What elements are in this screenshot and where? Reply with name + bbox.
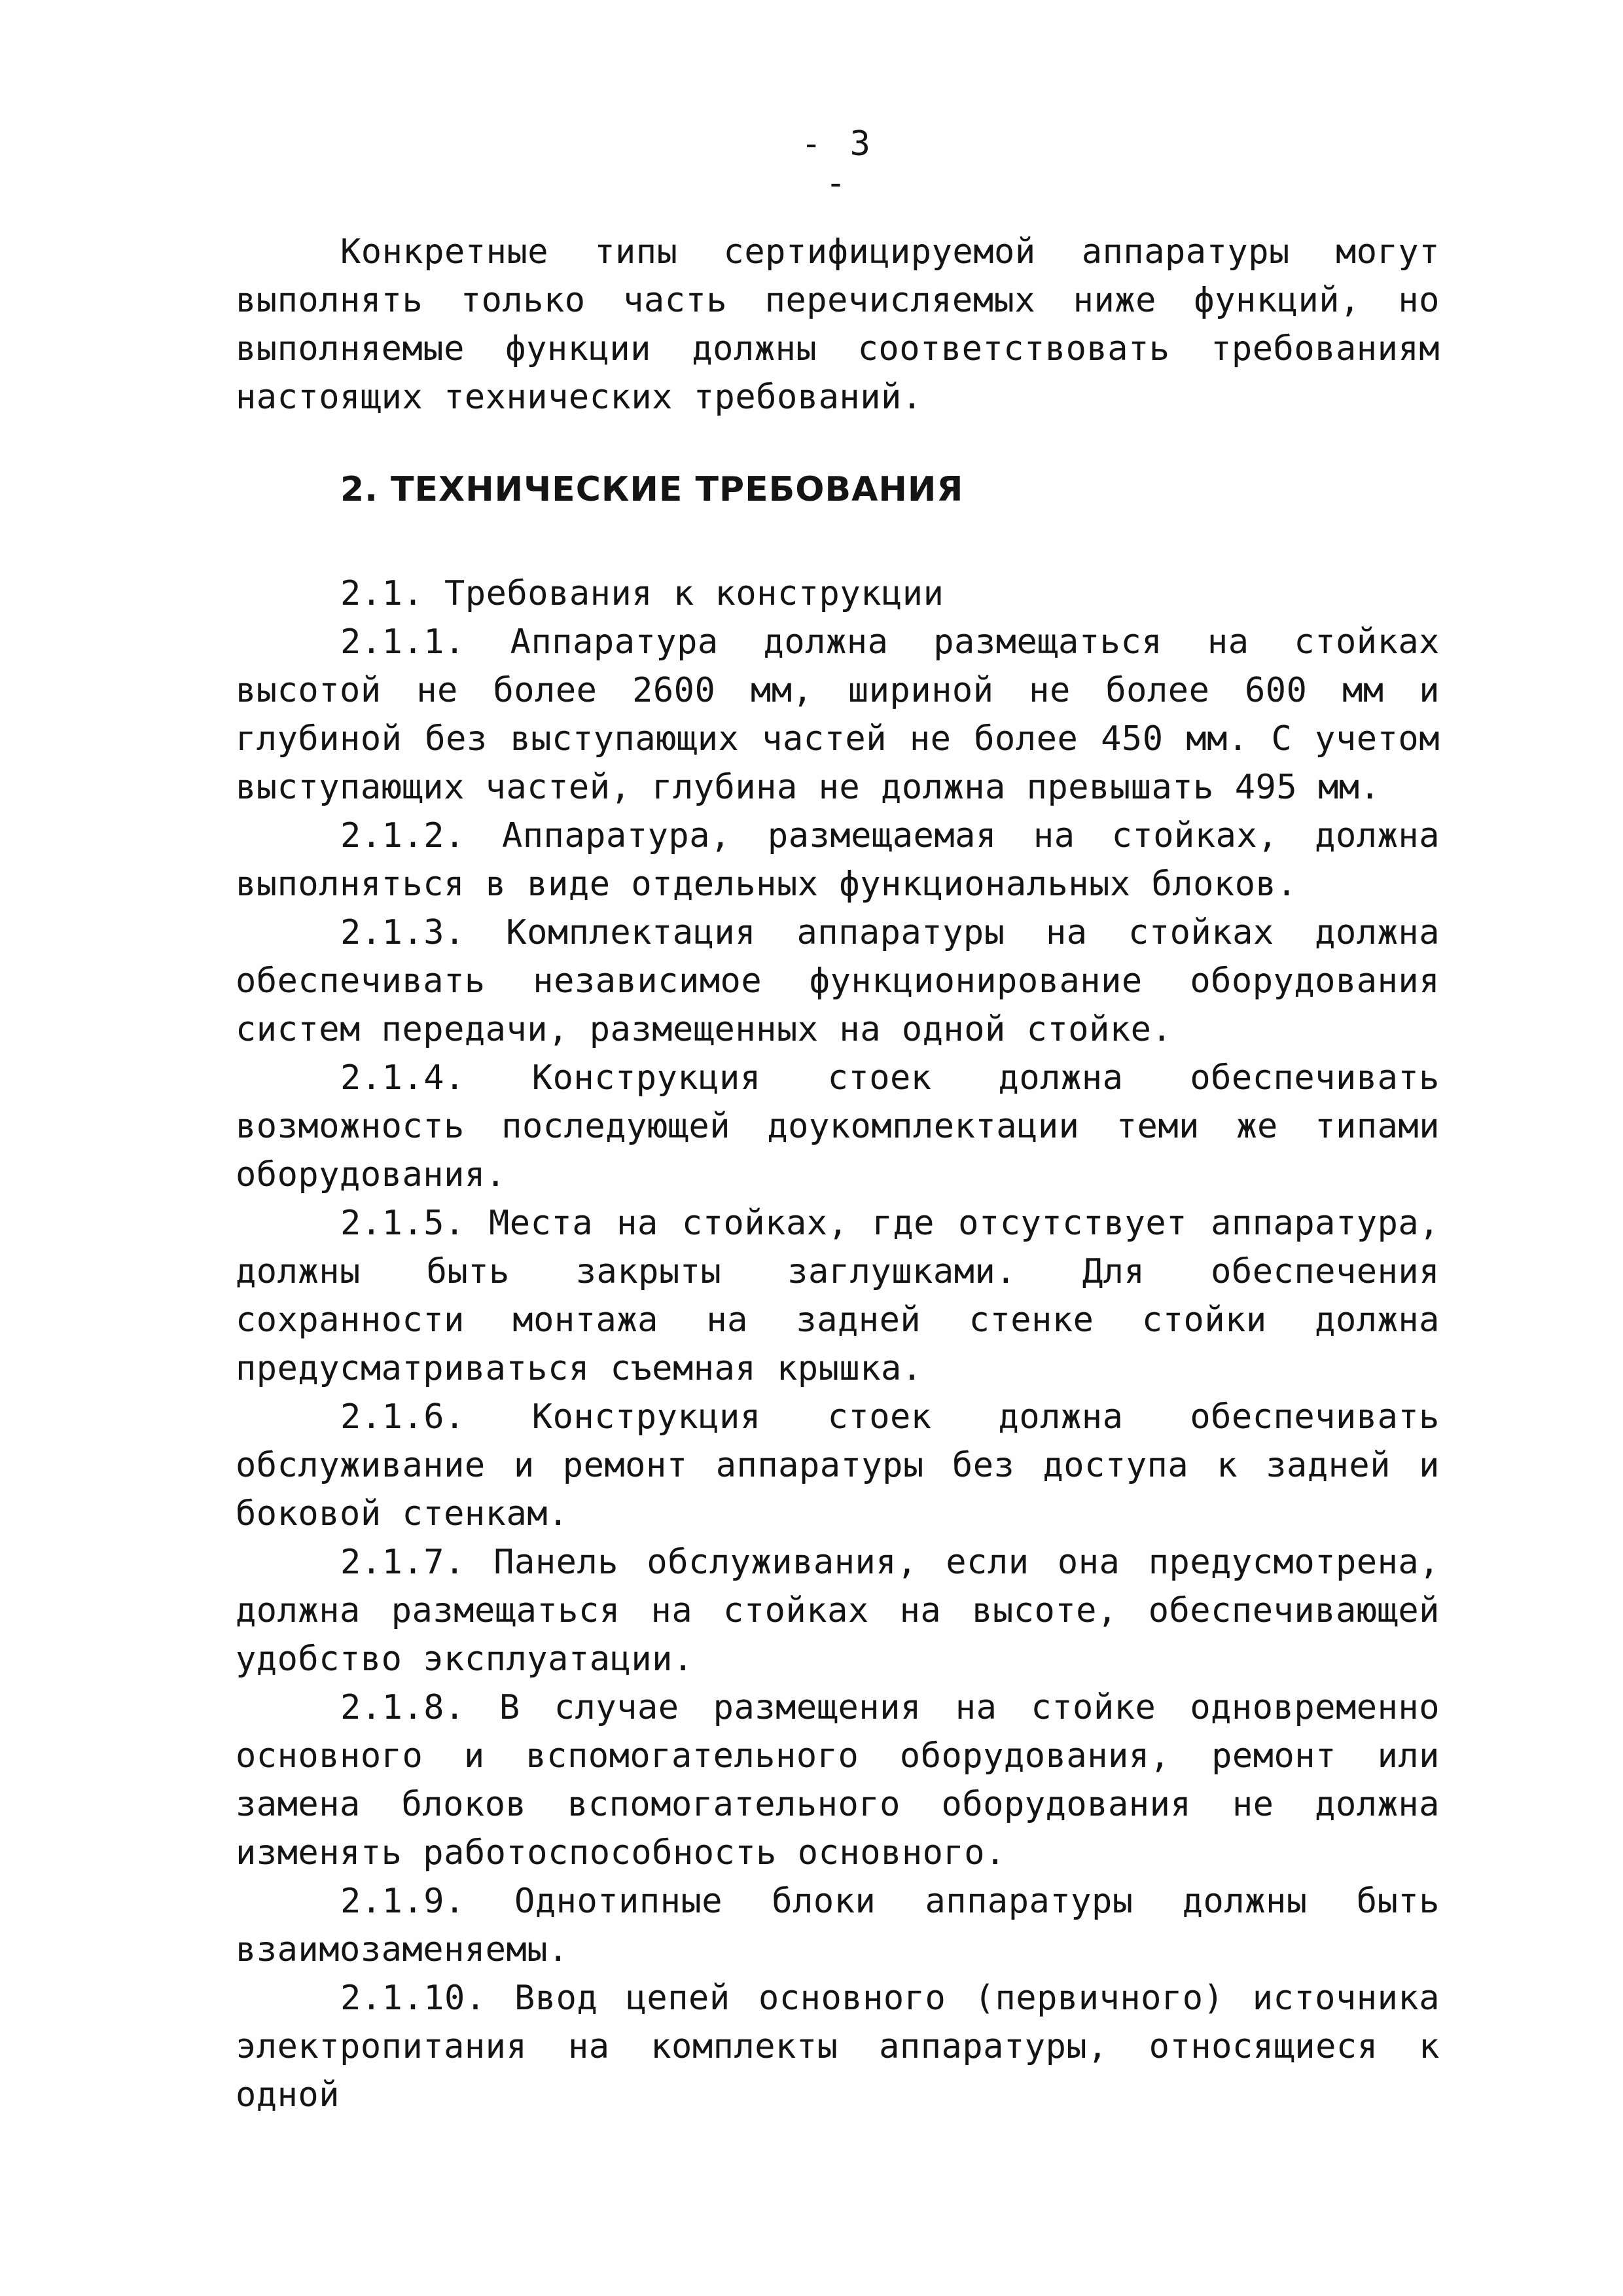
paragraph-2-1-9: 2.1.9. Однотипные блоки аппаратуры должны быть взаимозаменяемы. <box>236 1882 1440 1969</box>
paragraph-2-1-8: 2.1.8. В случае размещения на стойке одновременно основного и вспомогательного оборудования, ремонт или замена блоков вспомогательного оборудования не должна изменять работоспособность основного. <box>236 1688 1440 1873</box>
paragraph-2-1-2: 2.1.2. Аппаратура, размещаемая на стойках, должна выполняться в виде отдельных функциональных блоков. <box>236 816 1440 904</box>
paragraph-2-1-7: 2.1.7. Панель обслуживания, если она предусмотрена, должна размещаться на стойках на высоте, обеспечивающей удобство эксплуатации. <box>236 1543 1440 1679</box>
paragraph-2-1-4: 2.1.4. Конструкция стоек должна обеспечивать возможность последующей доукомплектации теми же типами оборудования. <box>236 1058 1440 1194</box>
paragraph-2-1-1: 2.1.1. Аппаратура должна размещаться на стойках высотой не более 2600 мм, шириной не более 600 мм и глубиной без выступающих частей не более 450 мм. С учетом выступающих частей, глубина не должна превышать 495 мм. <box>236 622 1440 807</box>
intro-paragraph <box>236 228 1440 422</box>
paragraph-2-1-3: 2.1.3. Комплектация аппаратуры на стойках должна обеспечивать независимое функционирование оборудования систем передачи, размещенных на одной стойке. <box>236 913 1440 1049</box>
page-number: - 3 - <box>801 124 874 203</box>
section-body <box>236 569 1440 2119</box>
intro-text: Конкретные типы сертифицируемой аппаратуры могут выполнять только часть перечисляемых ниже функций, но выполняемые функции должны соответствовать требованиям настоящих технических требований. <box>236 232 1440 417</box>
section-title: 2. ТЕХНИЧЕСКИЕ ТРЕБОВАНИЯ <box>340 470 964 509</box>
paragraph-2-1-5: 2.1.5. Места на стойках, где отсутствует аппаратура, должны быть закрыты заглушками. Для обеспечения сохранности монтажа на задней стенке стойки должна предусматриваться съемная крышка. <box>236 1204 1440 1388</box>
paragraph-2-1-10: 2.1.10. Ввод цепей основного (первичного) источника электропитания на комплекты аппаратуры, относящиеся к одной <box>236 1979 1440 2115</box>
paragraph-2-1-6: 2.1.6. Конструкция стоек должна обеспечивать обслуживание и ремонт аппаратуры без доступа к задней и боковой стенкам. <box>236 1397 1440 1534</box>
subsection-title: 2.1. Требования к конструкции <box>340 574 944 613</box>
